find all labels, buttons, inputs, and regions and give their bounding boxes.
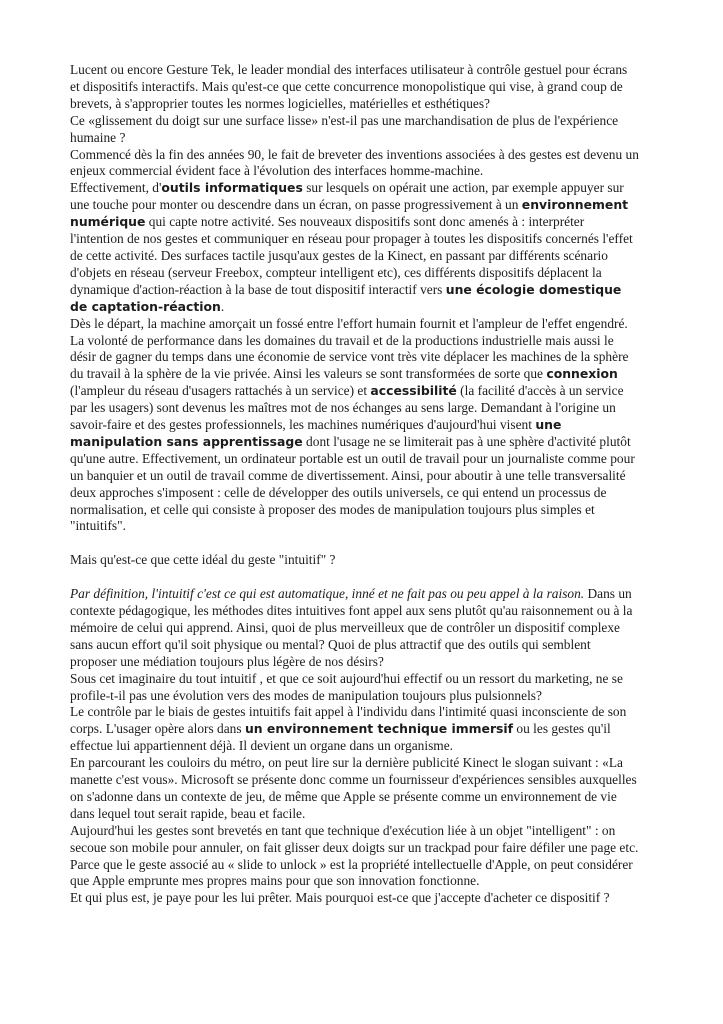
text-run: (la facilité d'accès à un service par les usagers) sont devenus les maîtres mot de nos échanges au sens large. Demandant à l'origine un savoir-faire et des gestes professionnels, les machines numériques d'aujourd'hui visent xyxy=(70,383,624,433)
paragraph-spacer xyxy=(70,569,640,586)
bold-term: outils informatiques xyxy=(161,180,303,196)
document-body xyxy=(70,62,640,907)
text-run: ou les gestes qu'il effectue lui appartiennent déjà. Il devient un organe dans un organisme. xyxy=(70,721,611,754)
text-run: Commencé dès la fin des années 90, le fait de breveter des inventions associées à des gestes est devenu un enjeux commercial évident face à l'évolution des interfaces homme-machine. xyxy=(70,146,639,179)
paragraph xyxy=(70,586,640,671)
text-run: (l'ampleur du réseau d'usagers rattachés à un service) et xyxy=(70,383,371,399)
bold-term: une écologie domestique de captation-réaction xyxy=(70,281,622,314)
text-run: qui capte notre activité. Ses nouveaux dispositifs sont donc amenés à : interpréter l'intention de nos gestes et communiquer en réseau pour propager à toutes les dispositifs concernés l'effet de cette activité. Des surfaces tactile jusqu'aux gestes de la Kinect, en passant par différents scénario d'objets en réseau (serveur Freebox, compteur intelligent etc), ces différents dispositifs déplacent la dynamique d'action-réaction à la base de tout dispositif interactif vers xyxy=(70,214,633,297)
text-run: Ce «glissement du doigt sur une surface lisse» n'est-il pas une marchandisation de plus de l'expérience humaine ? xyxy=(70,112,619,145)
paragraph-spacer xyxy=(70,535,640,552)
paragraph xyxy=(70,890,640,907)
paragraph xyxy=(70,180,640,315)
text-run: Sous cet imaginaire du tout intuitif , et que ce soit aujourd'hui effectif ou un ressort du marketing, ne se profile-t-il pas une évolution vers des modes de manipulation toujours plus pulsionnels? xyxy=(70,670,623,703)
paragraph xyxy=(70,62,640,113)
paragraph xyxy=(70,755,640,823)
text-run: Et qui plus est, je paye pour les lui prêter. Mais pourquoi est-ce que j'accepte d'acheter ce dispositif ? xyxy=(70,890,610,906)
text-run: dont l'usage ne se limiterait pas à une sphère d'activité plutôt qu'une autre. Effectivement, un ordinateur portable est un outil de travail pour un journaliste comme pour un banquier et un outil de travail comme de divertissement. Ainsi, pour aboutir à une telle transversalité deux approches s'imposent : celle de développer des outils universels, ce qui entend un processus de normalisation, et celle qui consiste à proposer des modes de manipulation toujours plus simples et "intuitifs". xyxy=(70,433,635,534)
text-run: En parcourant les couloirs du métro, on peut lire sur la dernière publicité Kinect le slogan suivant : «La manette c'est vous». Microsoft se présente donc comme un fournisseur d'expériences sensibles auxquelles on s'adonne dans un contexte de jeu, de même que Apple se présente comme un environnement de vie dans lequel tout serait rapide, beau et facile. xyxy=(70,755,637,821)
text-run: Dans un contexte pédagogique, les méthodes dites intuitives font appel aux sens plutôt qu'au raisonnement ou à la mémoire de celui qui apprend. Ainsi, quoi de plus merveilleux que de contrôler un dispositif complexe sans aucun effort qu'il soit physique ou mental? Quoi de plus attractif que des outils qui semblent proposer une médiation toujours plus légère de nos désirs? xyxy=(70,586,633,669)
text-run: Aujourd'hui les gestes sont brevetés en tant que technique d'exécution liée à un objet "intelligent" : on secoue son mobile pour annuler, on fait glisser deux doigts sur un trackpad pour faire défiler une page etc. Parce que le geste associé au « slide to unlock » est la propriété intellectuelle d'Apple, on peut considérer que Apple emprunte mes propres mains pour que son innovation fonctionne. xyxy=(70,822,639,889)
paragraph xyxy=(70,113,640,147)
paragraph xyxy=(70,316,640,536)
text-run: Le contrôle par le biais de gestes intuitifs fait appel à l'individu dans l'intimité quasi inconsciente de son corps. L'usager opère alors dans xyxy=(70,704,627,737)
paragraph xyxy=(70,823,640,891)
paragraph xyxy=(70,671,640,705)
text-run: Dès le départ, la machine amorçait un fossé entre l'effort humain fournit et l'ampleur de l'effet engendré. La volonté de performance dans les domaines du travail et de la productions industrielle mais aussi le désir de gagner du temps dans une économie de service vont très vite déplacer les machines de la sphère du travail à la sphère de la vie privée. Ainsi les valeurs se sont transformées de sorte que xyxy=(70,315,629,382)
bold-term: connexion xyxy=(546,366,618,382)
paragraph xyxy=(70,552,640,569)
bold-term: accessibilité xyxy=(370,383,457,399)
text-run: Mais qu'est-ce que cette idéal du geste "intuitif" ? xyxy=(70,552,336,568)
text-run: sur lesquels on opérait une action, par exemple appuyer sur une touche pour monter ou descendre dans un écran, on passe progressivement à un xyxy=(70,180,624,213)
bold-term: un environnement technique immersif xyxy=(244,721,514,737)
italic-definition: Par définition, l'intuitif c'est ce qui est automatique, inné et ne fait pas ou peu appel à la raison. xyxy=(70,586,585,602)
paragraph xyxy=(70,147,640,181)
bold-term: une manipulation sans apprentissage xyxy=(70,417,562,449)
text-run: . xyxy=(220,298,225,314)
text-run: Effectivement, d' xyxy=(70,180,162,196)
paragraph xyxy=(70,704,640,755)
text-run: Lucent ou encore Gesture Tek, le leader mondial des interfaces utilisateur à contrôle gestuel pour écrans et dispositifs interactifs. Mais qu'est-ce que cette concurrence monopolistique qui vise, à grand coup de brevets, à s'approprier toutes les normes logicielles, matérielles et esthétiques? xyxy=(70,62,628,111)
bold-term: environnement numérique xyxy=(70,197,629,230)
